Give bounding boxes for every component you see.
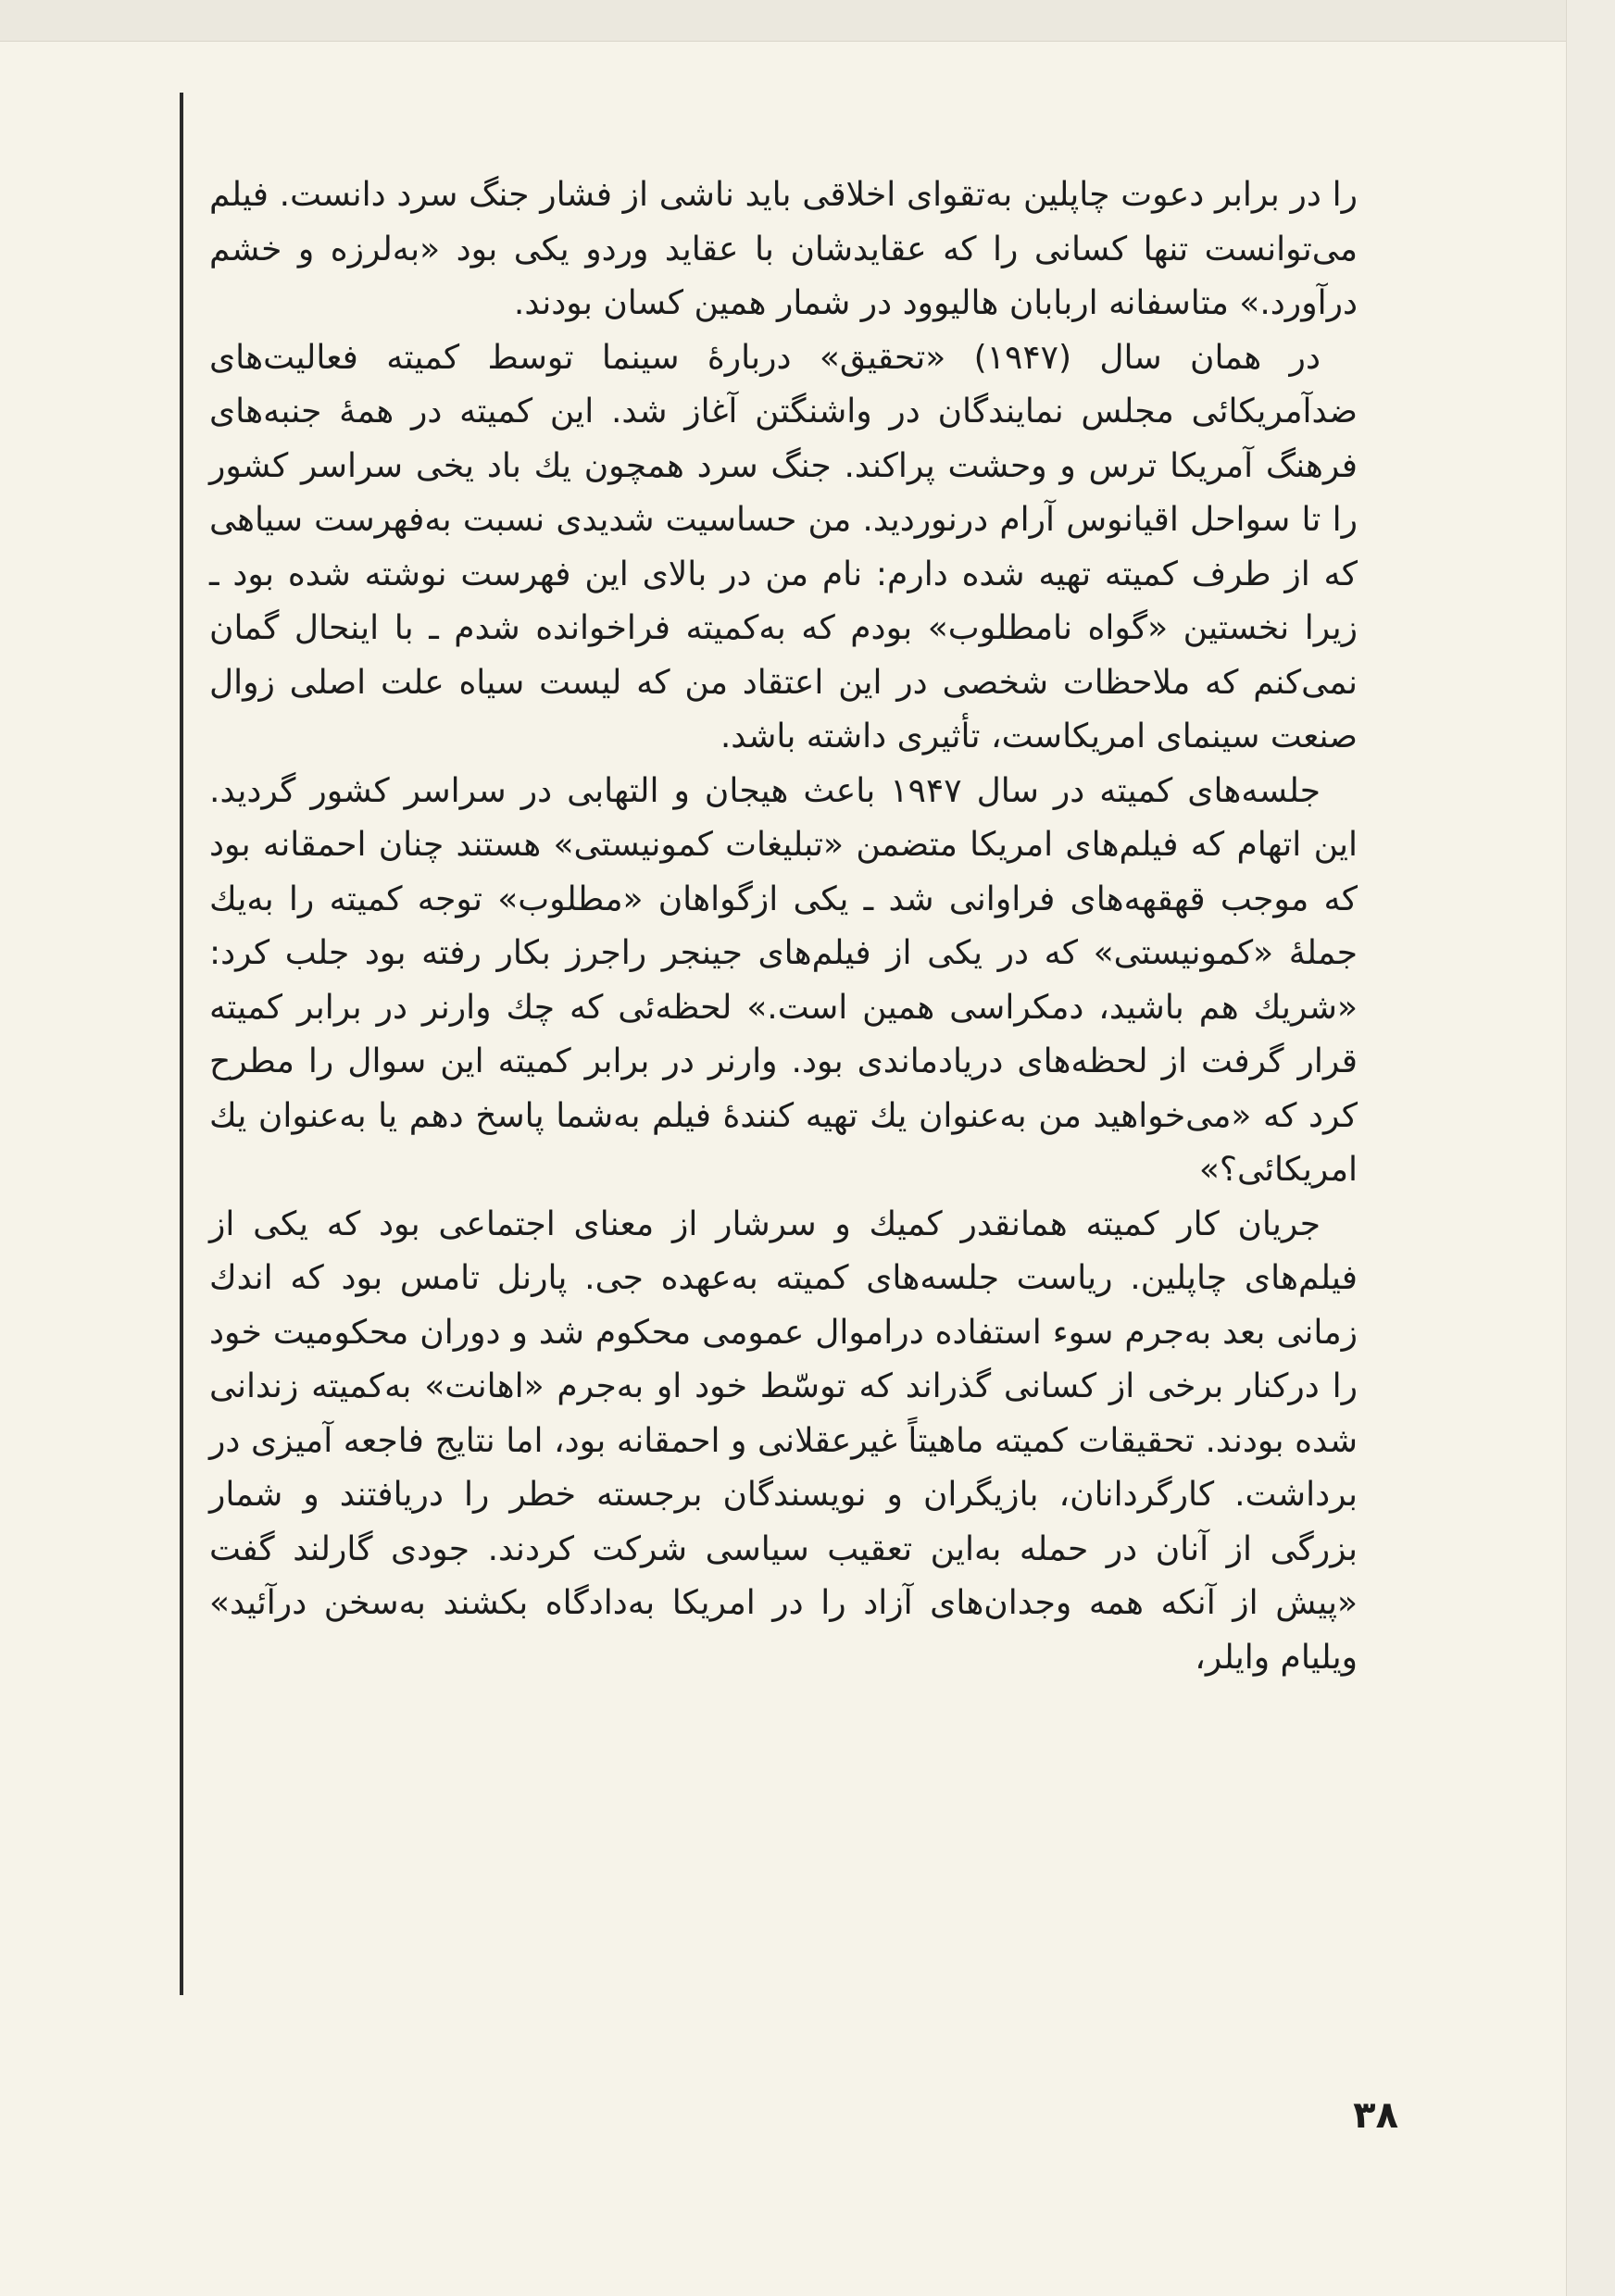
paragraph-1: را در برابر دعوت چاپلین به‌تقوای اخلاقی باید ناشی از فشار جنگ سرد دانست. فیلم می‌توانست تنها کسانی را که عقایدشان با عقاید وردو یکی بود «به‌لرزه و خشم درآورد.» متاسفانه اربابان هالیوود در شمار همین کسان بودند. bbox=[209, 176, 1358, 322]
page-top-edge bbox=[0, 0, 1615, 42]
margin-rule-line bbox=[180, 93, 183, 1995]
paragraph-4: جریان کار کمیته همانقدر کمیك و سرشار از معنای اجتماعی بود که یکی از فیلم‌های چاپلین. ریاست جلسه‌های کمیته به‌عهده جی. پارنل تامس بود که اندك زمانی بعد به‌جرم سوء استفاده دراموال عمومی محکوم شد و دوران محکومیت خود را درکنار برخی از کسانی گذراند که توسّط خود او به‌جرم «اهانت» به‌کمیته زندانی شده بودند. تحقیقات کمیته ماهیتاً غیرعقلانی و احمقانه بود، اما نتایج فاجعه آمیزی در برداشت. کارگردانان، بازیگران و نویسندگان برجسته خطر را دریافتند و شمار بزرگی از آنان در حمله به‌این تعقیب سیاسی شرکت کردند. جودی گارلند گفت «پیش از آنکه همه وجدان‌های آزاد را در امریکا به‌دادگاه بکشند به‌سخن درآئید» ویلیام وایلر، bbox=[209, 1204, 1358, 1677]
page-right-edge bbox=[1566, 0, 1615, 2296]
paragraph-3: جلسه‌های کمیته در سال ۱۹۴۷ باعث هیجان و التهابی در سراسر کشور گردید. این اتهام که فیلم‌های امریکا متضمن «تبلیغات کمونیستی» هستند چنان احمقانه بود که موجب قهقهه‌های فراوانی شد ـ یکی ازگواهان «مطلوب» توجه کمیته را به‌یك جملهٔ «کمونیستی» که در یکی از فیلم‌های جینجر راجرز بکار رفته بود جلب کرد: «شریك هم باشید، دمکراسی همین است.» لحظه‌ئی که چك وارنر در برابر کمیته قرار گرفت از لحظه‌های دریادماندی بود. وارنر در برابر کمیته این سوال را مطرح کرد که «می‌خواهید من به‌عنوان یك تهیه کنندهٔ فیلم به‌شما پاسخ دهم یا به‌عنوان یك امریکائی؟» bbox=[209, 771, 1358, 1189]
body-text bbox=[209, 168, 1358, 2011]
paragraph-2: در همان سال (۱۹۴۷) «تحقیق» دربارهٔ سینما توسط کمیته فعالیت‌های ضدآمریکائی مجلس نمایندگان در واشنگتن آغاز شد. این کمیته در همهٔ جنبه‌های فرهنگ آمریکا ترس و وحشت پراکند. جنگ سرد همچون یك باد یخی سراسر کشور را تا سواحل اقیانوس آرام درنوردید. من حساسیت شدیدی نسبت به‌فهرست سیاهی که از طرف کمیته تهیه شده دارم: نام من در بالای این فهرست نوشته شده بود ـ زیرا نخستین «گواه نامطلوب» بودم که به‌کمیته فراخوانده شدم ـ با اینحال گمان نمی‌کنم که ملاحظات شخصی در این اعتقاد من که لیست سیاه علت اصلی زوال صنعت سینمای امریکاست، تأثیری داشته باشد. bbox=[209, 338, 1358, 755]
page-number: ۳۸ bbox=[1353, 2094, 1398, 2137]
